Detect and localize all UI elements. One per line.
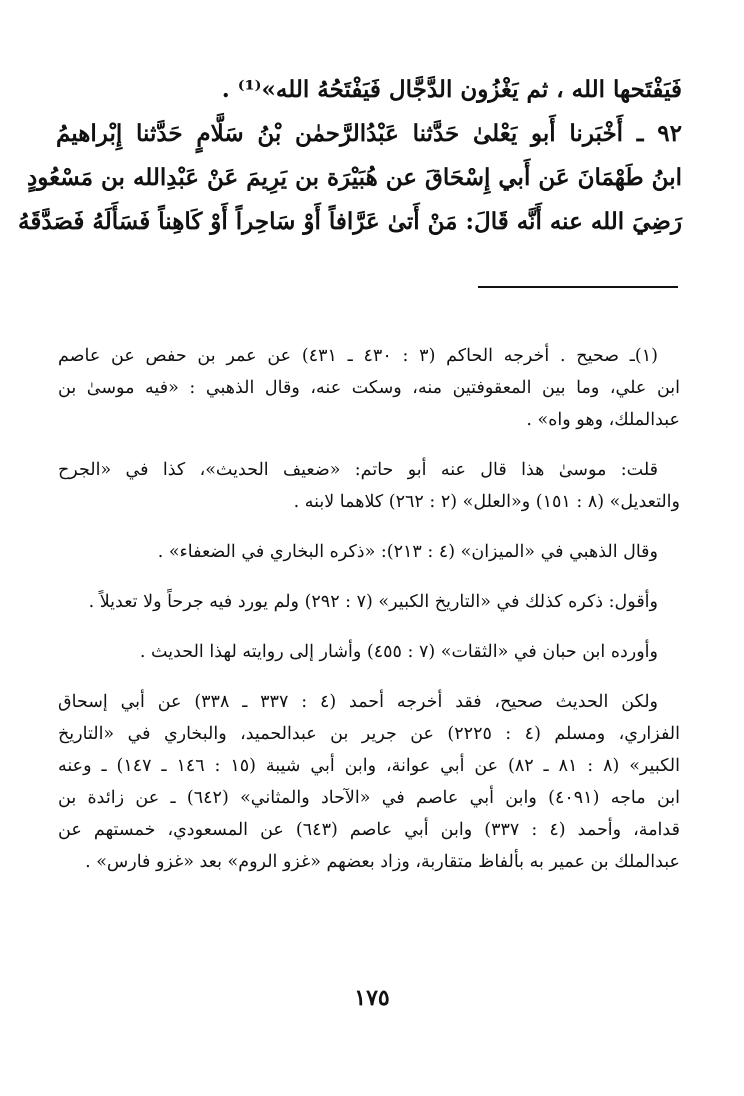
footnote-paragraph <box>58 586 680 618</box>
main-text-block <box>18 68 682 244</box>
footnote-paragraph <box>58 686 680 878</box>
footnote-line: (١)ـ صحيح . أخرجه الحاكم (٣ : ٤٣٠ ـ ٤٣١) عن عمر بن حفص عن عاصم <box>58 346 658 366</box>
footnote-line: عبدالملك بن عمير به بألفاظ متقاربة، وزاد بعضهم «غزو الروم» بعد «غزو فارس» . <box>85 852 680 872</box>
footnote-line: وأورده ابن حبان في «الثقات» (٧ : ٤٥٥) وأشار إلى روايته لهذا الحديث . <box>139 642 658 662</box>
footnote-line: الكبير» (٨ : ٨١ ـ ٨٢) عن أبي عوانة، وابن أبي شيبة (١٥ : ١٤٦ ـ ١٤٧) ـ وعنه <box>58 756 680 776</box>
main-text-line: رَضِيَ الله عنه أَنَّه قَالَ: مَنْ أَتىٰ عَرَّافاً أَوْ سَاحِراً أَوْ كَاهِناً فَسَأَلَهُ فَصَدَّقَهُ <box>18 208 682 235</box>
footnote-line: قدامة، وأحمد (٤ : ٣٣٧) وابن أبي عاصم (٦٤٣) عن المسعودي، خمستهم عن <box>58 820 680 840</box>
footnote-paragraph <box>58 536 680 568</box>
footnote-divider <box>478 286 678 288</box>
footnote-line: عبدالملك، وهو واه» . <box>526 410 680 430</box>
footnote-line: ابن علي، وما بين المعقوفتين منه، وسكت عنه، وقال الذهبي : «فيه موسىٰ بن <box>58 378 680 398</box>
footnote-line: ابن ماجه (٤٠٩١) وابن أبي عاصم في «الآحاد والمثاني» (٦٤٢) ـ عن زائدة بن <box>58 788 680 808</box>
footnote-paragraph <box>58 454 680 518</box>
footnote-line: الفزاري، ومسلم (٤ : ٢٢٢٥) عن جرير بن عبدالحميد، والبخاري في «التاريخ <box>58 724 681 744</box>
main-text-line: فَيَفْتَحها الله ، ثم يَغْزُون الدَّجَّال فَيَفْتَحُهُ الله»⁽¹⁾ . <box>221 76 682 103</box>
main-text-line: ابنُ طَهْمَانَ عَن أَبي إِسْحَاقَ عن هُبَيْرَة بن يَرِيمَ عَنْ عَبْدِالله بن مَسْعُودٍ <box>26 164 682 191</box>
footnote-line: ولكن الحديث صحيح، فقد أخرجه أحمد (٤ : ٣٣٧ ـ ٣٣٨) عن أبي إسحاق <box>58 692 658 712</box>
footnote-paragraph <box>58 636 680 668</box>
footnote-line: قلت: موسىٰ هذا قال عنه أبو حاتم: «ضعيف الحديث»، كذا في «الجرح <box>58 460 658 480</box>
page-number: ١٧٥ <box>354 985 390 1011</box>
footnote-line: وقال الذهبي في «الميزان» (٤ : ٢١٣): «ذكره البخاري في الضعفاء» . <box>157 542 658 562</box>
footnote-paragraph <box>58 340 680 436</box>
footnote-line: وأقول: ذكره كذلك في «التاريخ الكبير» (٧ : ٢٩٢) ولم يورد فيه جرحاً ولا تعديلاً . <box>88 592 658 612</box>
footnote-line: والتعديل» (٨ : ١٥١) و«العلل» (٢ : ٢٦٢) كلاهما لابنه . <box>293 492 680 512</box>
footnotes-block <box>58 340 680 896</box>
main-text-line: ٩٢ ـ أَخْبَرنا أَبو يَعْلىٰ حَدَّثنا عَبْدُالرَّحمٰن بْنُ سَلَّامٍ حَدَّثنا إِبْراهيمُ <box>56 120 682 147</box>
